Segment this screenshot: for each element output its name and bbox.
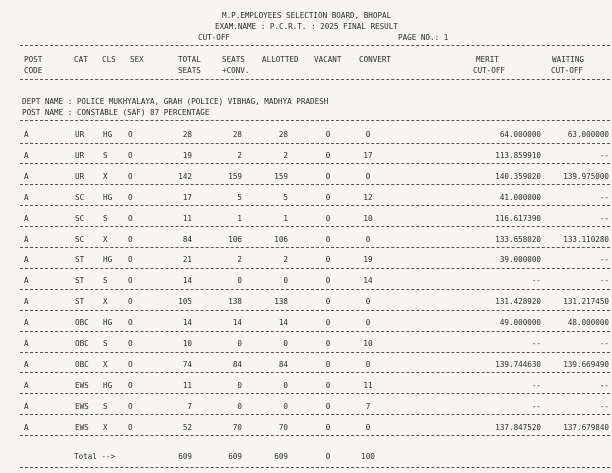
cell-post: A [24,359,29,369]
cell-sex: O [128,234,133,244]
cell-waiting: -- [599,339,609,348]
cell-cls: HG [103,192,113,202]
cell-total: 14 [182,276,192,286]
table-row [0,151,612,160]
cell-convert: 19 [363,255,373,265]
cell-post: A [24,192,29,202]
cell-seats: 0 [237,401,242,411]
cell-allotted: 0 [283,380,288,390]
cell-sex: O [128,422,133,432]
cell-seats: 70 [232,422,242,432]
cell-seats: 2 [237,255,242,265]
cell-merit: -- [531,339,541,348]
total-allotted: 609 [274,452,288,461]
cell-waiting: 139.669490 [563,359,609,369]
cell-waiting: -- [599,255,609,265]
col-total: TOTAL [178,55,201,64]
cell-cls: HG [103,255,113,265]
cell-vacant: 0 [325,339,331,348]
exam-name: EXAM.NAME : P.C.R.T. : 2025 FINAL RESULT [215,22,398,31]
table-row [0,360,612,369]
cell-seats: 5 [237,192,242,202]
column-header-divider [20,79,610,80]
cell-merit: 140.359020 [495,171,541,181]
row-divider [20,372,610,373]
cell-vacant: 0 [325,150,331,160]
cell-sex: O [128,318,133,328]
cell-seats: 0 [237,339,242,348]
cell-convert: 10 [363,213,373,223]
cell-total: 7 [187,401,192,411]
cell-seats: 1 [237,213,242,223]
cell-total: 10 [182,339,192,348]
table-row [0,193,612,202]
cell-cls: HG [103,380,113,390]
cell-total: 11 [182,213,192,223]
cell-post: A [24,318,29,328]
cell-cat: OBC [75,359,89,369]
cell-waiting: -- [599,401,609,411]
cell-allotted: 1 [283,213,288,223]
row-divider [20,143,610,144]
cell-cat: UR [75,150,85,160]
cell-waiting: 133.110280 [563,234,609,244]
col-seats: SEATS [222,55,245,64]
cell-vacant: 0 [325,401,331,411]
dept-divider [20,120,610,121]
cell-convert: 12 [363,192,373,202]
table-row [0,235,612,244]
table-row [0,402,612,411]
cell-post: A [24,422,29,432]
cell-merit: -- [531,380,541,390]
row-divider [20,414,610,415]
cell-seats: 84 [232,359,242,369]
cell-vacant: 0 [325,255,331,265]
cell-cls: S [103,401,108,411]
row-divider [20,435,610,436]
cell-seats: 0 [237,380,242,390]
col-merit: MERIT [476,55,499,64]
cell-cat: SC [75,192,85,202]
total-label: Total --> [74,452,116,461]
cell-vacant: 0 [325,192,331,202]
cell-sex: O [128,359,133,369]
row-divider [20,184,610,185]
cell-vacant: 0 [325,359,331,369]
cell-total: 21 [182,255,192,265]
cell-cls: X [103,422,108,432]
dept-name: DEPT NAME : POLICE MUKHYALAYA, GRAH (POLICE) VIBHAG, MADHYA PRADESH [22,97,329,106]
cell-vacant: 0 [325,213,331,223]
row-divider [20,310,610,311]
cell-total: 28 [182,130,192,139]
cell-allotted: 5 [283,192,288,202]
cell-allotted: 0 [283,339,288,348]
cell-convert: 0 [365,171,371,181]
table-row [0,423,612,432]
col-waiting: WAITING [552,55,585,64]
cell-cls: S [103,150,108,160]
cell-sex: O [128,401,133,411]
cell-sex: O [128,276,133,286]
cell-waiting: 137.679840 [563,422,609,432]
cell-post: A [24,234,29,244]
cell-convert: 11 [363,380,373,390]
cell-cls: X [103,297,108,307]
cell-seats: 28 [232,130,242,139]
cell-seats: 2 [237,150,242,160]
cell-cls: S [103,276,108,286]
cell-cat: OBC [75,339,89,348]
cell-sex: O [128,171,133,181]
cell-seats: 106 [228,234,242,244]
cell-cat: UR [75,171,85,181]
cell-vacant: 0 [325,130,331,139]
total-total: 609 [178,452,192,461]
cell-allotted: 159 [274,171,288,181]
cell-cat: UR [75,130,85,139]
cell-seats: 0 [237,276,242,286]
cell-convert: 0 [365,359,371,369]
cell-sex: O [128,130,133,139]
cell-merit: 116.617390 [495,213,541,223]
cell-vacant: 0 [325,234,331,244]
row-divider [20,331,610,332]
col-code: CODE [24,66,43,75]
cell-convert: 10 [363,339,373,348]
cell-waiting: -- [599,276,609,286]
cell-cat: SC [75,213,85,223]
cell-cat: EWS [75,422,89,432]
cell-convert: 0 [365,234,371,244]
cell-cat: ST [75,276,85,286]
table-row [0,214,612,223]
col-merit-cutoff: CUT-OFF [473,66,506,75]
cell-cat: SC [75,234,85,244]
row-divider [20,268,610,269]
cell-allotted: 0 [283,401,288,411]
cell-convert: 17 [363,150,373,160]
table-row [0,172,612,181]
table-row [0,130,612,139]
table-row [0,276,612,285]
cell-merit: 64.000000 [499,130,541,139]
cell-cls: X [103,171,108,181]
cell-sex: O [128,255,133,265]
cell-allotted: 70 [278,422,288,432]
cell-waiting: 131.217450 [563,297,609,307]
cell-merit: 113.859910 [495,150,541,160]
cell-total: 17 [182,192,192,202]
cell-cat: EWS [75,380,89,390]
cell-allotted: 14 [278,318,288,328]
cell-convert: 0 [365,130,371,139]
cell-post: A [24,150,29,160]
col-sex: SEX [130,55,144,64]
cell-total: 142 [178,171,192,181]
page-number: PAGE NO.: 1 [398,33,449,42]
cell-post: A [24,255,29,265]
header-divider [20,45,610,46]
col-total-seats: SEATS [178,66,201,75]
cell-convert: 7 [365,401,371,411]
post-name: POST NAME : CONSTABLE (SAF) 87 PERCENTAGE [22,108,210,117]
table-row [0,381,612,390]
cell-total: 11 [182,380,192,390]
col-post: POST [24,55,43,64]
cell-cls: X [103,359,108,369]
row-divider [20,393,610,394]
cell-seats: 14 [232,318,242,328]
cell-merit: 41.000000 [499,192,541,202]
table-row [0,297,612,306]
cutoff-title: CUT-OFF [198,33,231,42]
cell-cat: OBC [75,318,89,328]
cell-vacant: 0 [325,318,331,328]
table-row [0,255,612,264]
cell-post: A [24,130,29,139]
col-convert: CONVERT [359,55,392,64]
cell-cat: ST [75,255,85,265]
row-divider [20,289,610,290]
cell-allotted: 106 [274,234,288,244]
board-title: M.P.EMPLOYEES SELECTION BOARD, BHOPAL [222,11,392,20]
cell-waiting: -- [599,150,609,160]
cell-post: A [24,339,29,348]
cell-merit: -- [531,276,541,286]
row-divider [20,205,610,206]
cell-post: A [24,171,29,181]
cell-merit: 137.847520 [495,422,541,432]
cell-total: 14 [182,318,192,328]
cell-allotted: 28 [278,130,288,139]
cell-seats: 138 [228,297,242,307]
cell-vacant: 0 [325,422,331,432]
cell-merit: 139.744630 [495,359,541,369]
cell-merit: -- [531,401,541,411]
cell-waiting: 139.975000 [563,171,609,181]
total-convert: 100 [361,452,375,461]
cell-waiting: 48.000000 [567,318,609,328]
col-vacant: VACANT [314,55,342,64]
cell-convert: 0 [365,422,371,432]
row-divider [20,226,610,227]
cell-total: 52 [182,422,192,432]
cell-total: 84 [182,234,192,244]
col-waiting-cutoff: CUT-OFF [551,66,584,75]
col-conv: +CONV. [222,66,250,75]
cell-convert: 0 [365,297,371,307]
cell-sex: O [128,150,133,160]
cell-cls: S [103,213,108,223]
cell-sex: O [128,297,133,307]
table-row [0,339,612,348]
row-divider [20,247,610,248]
cell-cls: S [103,339,108,348]
total-seats: 609 [228,452,242,461]
cell-vacant: 0 [325,171,331,181]
cell-post: A [24,276,29,286]
cell-sex: O [128,213,133,223]
cell-cls: HG [103,130,113,139]
footer-divider [20,467,610,468]
cell-allotted: 2 [283,255,288,265]
cell-total: 19 [182,150,192,160]
cell-vacant: 0 [325,276,331,286]
cell-merit: 131.428920 [495,297,541,307]
cell-cat: EWS [75,401,89,411]
col-cat: CAT [74,55,88,64]
cell-post: A [24,213,29,223]
cell-vacant: 0 [325,380,331,390]
cell-sex: O [128,192,133,202]
col-allotted: ALLOTTED [262,55,299,64]
cell-vacant: 0 [325,297,331,307]
cell-waiting: 63.000000 [567,130,609,139]
cell-waiting: -- [599,192,609,202]
cell-total: 105 [178,297,192,307]
total-vacant: 0 [325,452,331,461]
cell-cls: HG [103,318,113,328]
cell-cls: X [103,234,108,244]
cell-allotted: 138 [274,297,288,307]
row-divider [20,163,610,164]
cell-sex: O [128,339,133,348]
table-row [0,318,612,327]
cell-merit: 133.658020 [495,234,541,244]
total-row [0,452,612,461]
cell-seats: 159 [228,171,242,181]
cell-cat: ST [75,297,85,307]
col-cls: CLS [102,55,116,64]
cell-convert: 14 [363,276,373,286]
cell-merit: 39.000000 [499,255,541,265]
cell-waiting: -- [599,213,609,223]
cell-allotted: 0 [283,276,288,286]
cell-convert: 0 [365,318,371,328]
cell-sex: O [128,380,133,390]
cell-post: A [24,380,29,390]
row-divider [20,352,610,353]
cell-total: 74 [182,359,192,369]
cell-post: A [24,401,29,411]
cell-merit: 49.000000 [499,318,541,328]
cell-allotted: 84 [278,359,288,369]
cell-waiting: -- [599,380,609,390]
cell-post: A [24,297,29,307]
cell-allotted: 2 [283,150,288,160]
